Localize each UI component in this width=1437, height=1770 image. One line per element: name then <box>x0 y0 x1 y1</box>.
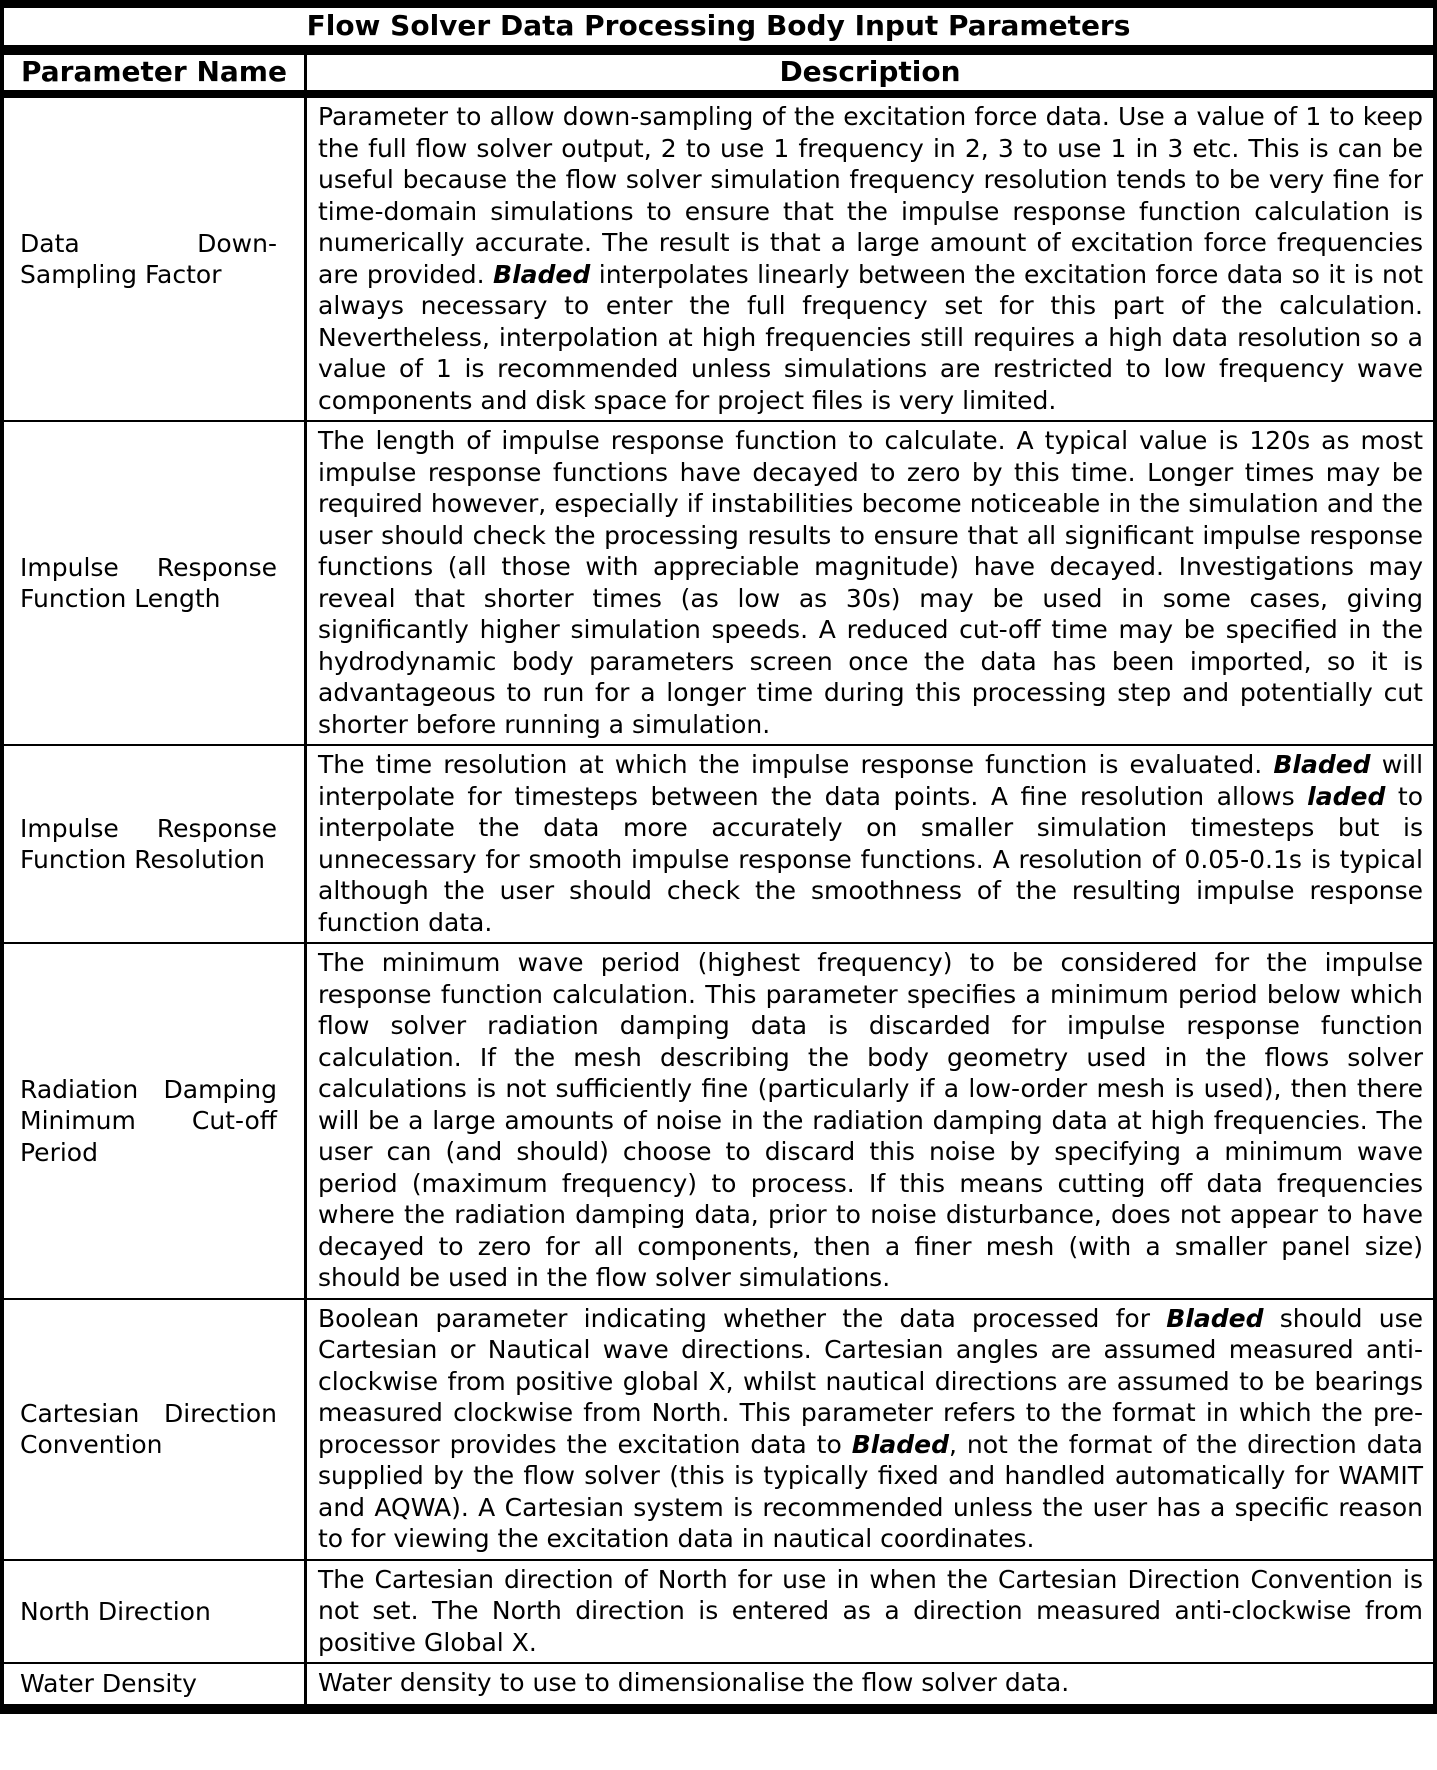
parameter-name: Cartesian Direction Convention <box>20 1398 277 1459</box>
parameter-name: Impulse Response Function Resolution <box>20 813 277 874</box>
table-row <box>4 744 1433 942</box>
parameter-description: The time resolution at which the impulse response function is evaluated. Bladed will interpolate for timesteps between the data points. A fine resolution allows laded to interpolate the data more accurately on smaller simulation timesteps but is unnecessary for smooth impulse response functions. A resolution of 0.05-0.1s is typical although the user should check the smoothness of the resulting impulse response function data. <box>318 750 1424 937</box>
parameter-name-cell <box>4 422 307 744</box>
parameter-name: Water Density <box>20 1669 197 1698</box>
emphasis-text: Bladed <box>851 1429 949 1459</box>
column-header-description: Description <box>779 55 961 88</box>
table-row <box>4 1298 1433 1559</box>
table-row <box>4 420 1433 744</box>
emphasis-text: laded <box>1307 781 1386 811</box>
parameter-description: The minimum wave period (highest frequency) to be considered for the impulse response function calculation. This parameter specifies a minimum period below which flow solver radiation damping data is discarded for impulse response function calculation. If the mesh describing the body geometry used in the flows solver calculations is not sufficiently fine (particularly if a low-order mesh is used), then there will be a large amounts of noise in the radiation damping data at high frequencies. The user can (and should) choose to discard this noise by specifying a minimum wave period (maximum frequency) to process. If this means cutting off data frequencies where the radiation damping data, prior to noise disturbance, does not appear to have decayed to zero for all components, then a finer mesh (with a smaller panel size) should be used in the flow solver simulations. <box>318 948 1423 1292</box>
parameter-name-cell <box>4 98 307 420</box>
parameter-name-cell <box>4 1300 307 1559</box>
table-row <box>4 1559 1433 1663</box>
emphasis-text: Bladed <box>493 259 591 289</box>
table-body <box>4 98 1433 1704</box>
parameter-description: Boolean parameter indicating whether the data processed for Bladed should use Cartesian or Nautical wave directions. Cartesian angles are assumed measured anti-clockwise from positive global X, whilst nautical directions are assumed to be bearings measured clockwise from North. This parameter refers to the format in which the pre-processor provides the excitation data to Bladed, not the format of the direction data supplied by the flow solver (this is typically fixed and handled automatically for WAMIT and AQWA). A Cartesian system is recommended unless the user has a specific reason to for viewing the excitation data in nautical coordinates. <box>318 1303 1424 1553</box>
parameter-description: The length of impulse response function to calculate. A typical value is 120s as most impulse response functions have decayed to zero by this time. Longer times may be required however, especially if instabilities become noticeable in the simulation and the user should check the processing results to ensure that all significant impulse response functions (all those with appreciable magnitude) have decayed. Investigations may reveal that shorter times (as low as 30s) may be used in some cases, giving significantly higher simulation speeds. A reduced cut-off time may be specified in the hydrodynamic body parameters screen once the data has been imported, so it is advantageous to run for a longer time during this processing step and potentially cut shorter before running a simulation. <box>318 426 1423 739</box>
parameter-description: Water density to use to dimensionalise the flow solver data. <box>318 1668 1070 1697</box>
parameter-name: Impulse Response Function Length <box>20 552 277 613</box>
parameter-name: Data Down-Sampling Factor <box>20 228 277 289</box>
parameter-description: Parameter to allow down-sampling of the excitation force data. Use a value of 1 to keep the full flow solver output, 2 to use 1 frequency in 2, 3 to use 1 in 3 etc. This is can be useful because the flow solver simulation frequency resolution tends to be very fine for time-domain simulations to ensure that the impulse response function calculation is numerically accurate. The result is that a large amount of excitation force frequencies are provided. Bladed interpolates linearly between the excitation force data so it is not always necessary to enter the full frequency set for this part of the calculation. Nevertheless, interpolation at high frequencies still requires a high data resolution so a value of 1 is recommended unless simulations are restricted to low frequency wave components and disk space for project files is very limited. <box>318 102 1423 415</box>
parameter-name-cell <box>4 1664 307 1704</box>
table-header <box>4 55 1433 98</box>
table-title: Flow Solver Data Processing Body Input Parameters <box>4 8 1433 55</box>
parameter-name-cell <box>4 1561 307 1663</box>
parameter-name: Radiation Damping Minimum Cut-off Period <box>20 1074 277 1167</box>
parameter-name-cell <box>4 746 307 942</box>
parameter-name: North Direction <box>20 1596 211 1626</box>
parameter-name-cell <box>4 944 307 1298</box>
table-row <box>4 98 1433 420</box>
emphasis-text: Bladed <box>1166 1303 1264 1333</box>
table-row <box>4 1662 1433 1704</box>
column-header-parameter-name: Parameter Name <box>4 55 307 90</box>
emphasis-text: Bladed <box>1273 750 1371 779</box>
table-row <box>4 942 1433 1298</box>
parameter-description: The Cartesian direction of North for use in when the Cartesian Direction Convention is not set. The North direction is entered as a direction measured anti-clockwise from positive Global X. <box>318 1564 1423 1657</box>
